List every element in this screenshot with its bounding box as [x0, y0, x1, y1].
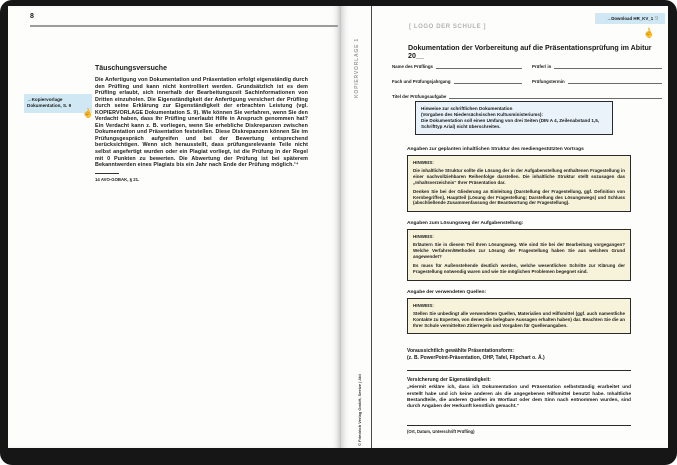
- field-label: Prüfer/ in: [532, 64, 552, 69]
- margin-note-line1: →Kopiervorlage: [27, 97, 63, 102]
- declaration-heading: Versicherung der Eigenständigkeit:: [407, 377, 491, 384]
- declaration-block: [407, 377, 631, 410]
- left-page-header-rule: [30, 25, 338, 27]
- info-box-text: Die Dokumentation soll einen Umfang von drei Seiten (DIN A 4, Zeilenabstand 1,5, Schrifttyp Arial) nicht überschreiten.: [421, 118, 600, 129]
- section-divider-rule: [407, 370, 631, 371]
- hinweis-paragraph: Es muss für Außenstehende deutlich werden, welche wesentlichen Schritte zur Klärung der Fragestellung notwendig waren und wie Sie möglichen Problemen begegnet sind.: [413, 262, 625, 274]
- declaration-text: „Hiermit erkläre ich, dass ich Dokumentation und Präsentation selbstständig erarbeitet und erstellt habe und ich keine anderen als die angegebenen Hilfsmittel benutzt habe. Inhaltliche Bestandteile, die anderen Quellen im Wortlaut oder dem Sinn nach entnommen wurden, sind durch Angaben der Herkunft kenntlich gemacht.“: [407, 385, 631, 410]
- section-loesungsweg: [407, 221, 631, 280]
- template-divider-rule: [371, 6, 372, 448]
- form-row: [392, 93, 662, 99]
- copyright-credit: © Friedrich Verlag GmbH, Seelze | Abi: [357, 374, 362, 446]
- left-page-number: 8: [30, 13, 34, 20]
- form-row: [392, 78, 662, 84]
- field-prueftermin: [532, 78, 662, 84]
- section-heading: Angaben zum Lösungsweg der Aufgabenstellung:: [407, 221, 524, 227]
- hinweis-label: HINWEIS:: [413, 234, 434, 240]
- school-logo-placeholder: [ LOGO DER SCHULE ]: [409, 24, 487, 30]
- field-fill-line[interactable]: [554, 63, 662, 69]
- hinweis-box: [407, 298, 631, 335]
- kopiervorlage-label: KOPIERVORLAGE 1: [354, 38, 360, 98]
- hinweis-paragraph: Stellen Sie unbedingt alle verwendeten Quellen, Materialien und Hilfsmittel (ggf. auch namentliche Kontakte zu Experten, von denen Sie belegbare Aussagen erhalten haben) dar. Beachten Sie die an Ihrer Schule vermittelten Zitierregeln und Vorgaben für Quellenangaben.: [413, 310, 625, 328]
- hinweis-paragraph: Die inhaltliche Struktur sollte die Lösung der in der Aufgabenstellung enthaltenen Fragestellung in einer nachvollziehbaren Reihenfolge darstellen. Die inhaltliche Struktur stellt sozusagen das „Inhaltsverzeichnis“ Ihrer Präsentation dar.: [413, 167, 625, 185]
- hinweis-paragraph: Erläutern Sie in diesem Teil Ihren Lösungsweg. Wie sind Sie bei der Bearbeitung vorgegangen? Welche Verfahren/Methoden zur Lösung der Fragestellung haben Sie aus welchem Grund angewendet?: [413, 242, 625, 260]
- hinweis-box: [407, 229, 631, 280]
- field-fill-line[interactable]: [454, 78, 522, 84]
- form-main-column: [407, 147, 631, 434]
- footnote-rule: [95, 173, 119, 174]
- margin-note-line2: Dokumentation, S. 9: [27, 103, 72, 108]
- hinweis-label: HINWEIS:: [413, 160, 434, 165]
- field-fill-line[interactable]: [568, 78, 662, 84]
- signature-caption: (Ort, Datum, Unterschrift Prüfling): [407, 429, 475, 435]
- field-label: Prüfungstermin: [532, 79, 565, 84]
- presentation-form-block: [407, 348, 631, 362]
- right-page: [341, 6, 668, 448]
- hand-cursor-icon: ☝: [641, 26, 656, 40]
- section-heading: Angabe der verwendeten Quellen:: [407, 289, 487, 295]
- left-page-body: Die Anfertigung von Dokumentation und Präsentation erfolgt eigenständig durch den Prüfling und kann nicht kontrolliert werden. Grundsätzlich ist es dem Prüfling erlaubt, sich innerhalb der Bearbeitungszeit Sachinformationen von Dritten einzuholen. Die Eigenständigkeit der Anfertigung versichert der Prüfling durch seine Erklärung zur Eigenständigkeit der erbrachten Leistung (vgl. KOPIERVORLAGE Dokumentation S. 9). Wie können Sie verfahren, wenn Sie den Verdacht haben, dass Ihr Prüfling unerlaubt Hilfe in Anspruch genommen hat? Ein Verdacht kann z. B. vorliegen, wenn Sie erhebliche Diskrepanzen zwischen Dokumentation und Präsentation feststellen. Diese Diskrepanzen können Sie im Prüfungsgespräch aufgreifen und bei der Bewertung entsprechend berücksichtigen. Wenn sich herausstellt, dass prüfungsrelevante Teile nicht selbst angefertigt wurden oder ein Plagiat vorliegt, ist die Prüfung in der Regel mit 0 Punkten zu bewerten. Die Abwertung der Prüfung ist bei späterem Bekanntwerden eines Plagiats bis ein Jahr nach Ende der Prüfung möglich.¹⁴: [95, 77, 308, 169]
- presentation-form-examples: (z. B. PowerPoint-Präsentation, OHP, Tafel, Flipchart o. Ä.): [407, 355, 545, 362]
- form-title: Dokumentation der Vorbereitung auf die Präsentationsprüfung im Abitur 20__: [408, 44, 652, 60]
- field-label: Name des Prüflings: [392, 64, 433, 69]
- hinweis-label: HINWEIS:: [413, 302, 434, 308]
- left-page: [8, 6, 341, 448]
- field-pruefer: [532, 63, 662, 69]
- right-page-number: 9: [655, 16, 659, 22]
- hinweis-paragraph: Denken Sie bei der Gliederung an Einleitung (Darstellung der Fragestellung, ggf. Definition von Kernbegriffen), Hauptteil (Lösung der Fragestellung; Darstellung des Lösungswegs) und Schluss (abschließende Zusammenfassung der Beantwortung der Fragestellung).: [413, 188, 625, 206]
- left-page-heading: Täuschungsversuche: [95, 65, 167, 72]
- documentation-info-box: [415, 101, 613, 135]
- field-label: Titel der Prüfungsaufgabe: [392, 94, 447, 99]
- presentation-form-heading: Voraussichtlich gewählte Präsentationsform:: [407, 348, 514, 355]
- hinweis-box: [407, 155, 631, 212]
- section-quellen: [407, 290, 631, 335]
- hand-cursor-icon: ☝: [80, 106, 95, 120]
- section-heading: Angaben zur geplanten inhaltlichen Struktur des mediengestützten Vortrags: [407, 147, 584, 152]
- info-box-title: Hinweise zur schriftlichen Dokumentation: [421, 106, 513, 111]
- download-link[interactable]: →Download HR_KV_1: [595, 13, 665, 24]
- field-fach-jahrgang: [392, 78, 522, 84]
- info-box-subtitle: (Vorgaben des Niedersächsischen Kultusministeriums):: [421, 112, 543, 117]
- section-structure: [407, 147, 631, 212]
- field-label: Fach und Prüfungsjahrgang: [392, 79, 451, 84]
- field-fill-line[interactable]: [436, 63, 522, 69]
- form-row: [392, 63, 662, 69]
- signature-line[interactable]: [407, 425, 631, 426]
- field-titel-aufgabe: [392, 93, 662, 99]
- field-fill-line[interactable]: [449, 93, 662, 99]
- field-name-des-pruefling: [392, 63, 522, 69]
- footnote: 14 AVO-GOBAK, § 21.: [95, 177, 140, 182]
